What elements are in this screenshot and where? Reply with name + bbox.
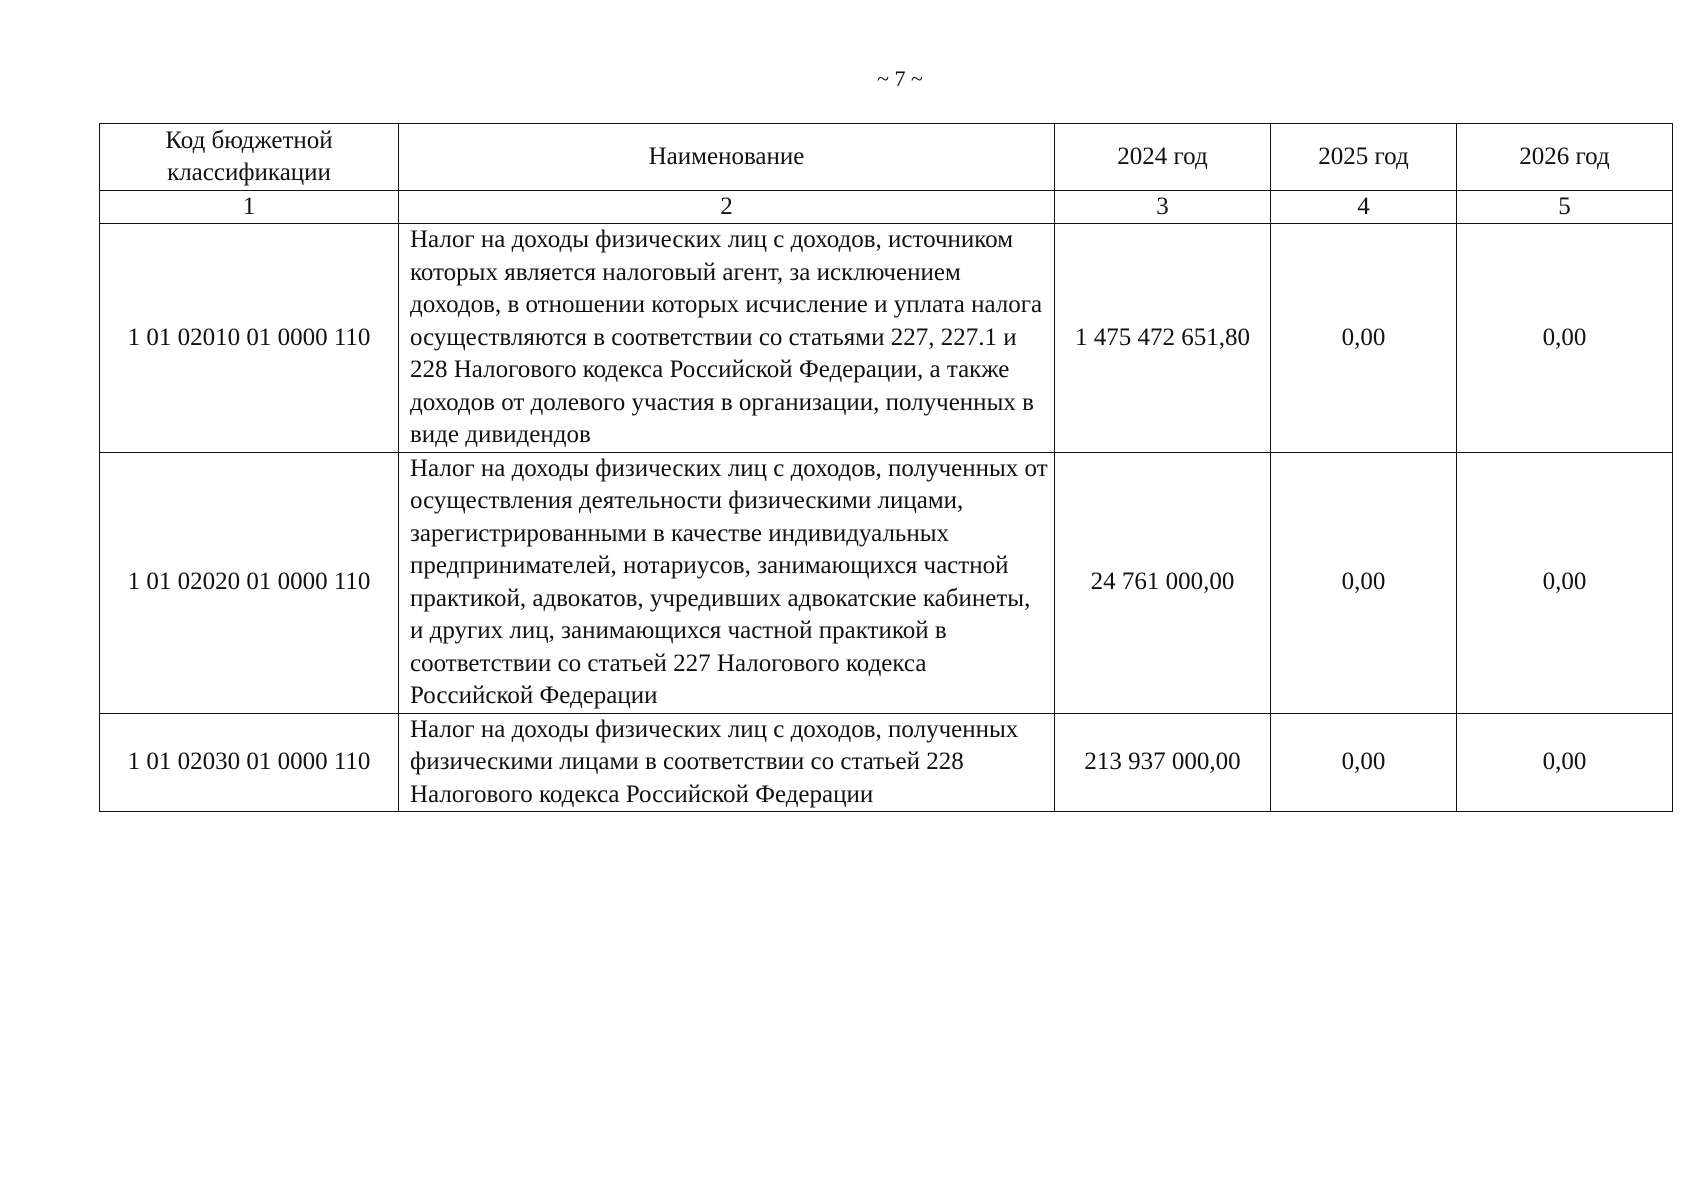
amount-2025-cell: 0,00 [1271,452,1457,713]
amount-2024-cell: 1 475 472 651,80 [1055,224,1271,453]
column-number-row [100,191,1673,224]
amount-2024-cell: 213 937 000,00 [1055,713,1271,812]
column-number: 4 [1271,191,1457,224]
header-name: Наименование [399,124,1055,191]
amount-2026-cell: 0,00 [1457,713,1673,812]
header-year-2026: 2026 год [1457,124,1673,191]
table-header-row [100,124,1673,191]
column-number: 2 [399,191,1055,224]
budget-code-cell: 1 01 02020 01 0000 110 [100,452,399,713]
header-year-2024: 2024 год [1055,124,1271,191]
column-number: 3 [1055,191,1271,224]
table-row [100,224,1673,453]
budget-revenue-table [99,123,1673,812]
table-row [100,452,1673,713]
amount-2024-cell: 24 761 000,00 [1055,452,1271,713]
header-year-2025: 2025 год [1271,124,1457,191]
header-code: Код бюджетной классификации [100,124,399,191]
amount-2026-cell: 0,00 [1457,452,1673,713]
amount-2025-cell: 0,00 [1271,713,1457,812]
budget-code-cell: 1 01 02030 01 0000 110 [100,713,399,812]
name-cell: Налог на доходы физических лиц с доходов, источником которых является налоговый агент, за исключением доходов, в отношении которых исчисление и уплата налога осуществляются в соответствии со статьями 227, 227.1 и 228 Налогового кодекса Российской Федерации, а также доходов от долевого участия в организации, полученных в виде дивидендов [399,224,1055,453]
name-cell: Налог на доходы физических лиц с доходов, полученных физическими лицами в соответствии со статьей 228 Налогового кодекса Российской Федерации [399,713,1055,812]
budget-code-cell: 1 01 02010 01 0000 110 [100,224,399,453]
column-number: 1 [100,191,399,224]
column-number: 5 [1457,191,1673,224]
name-cell: Налог на доходы физических лиц с доходов, полученных от осуществления деятельности физическими лицами, зарегистрированными в качестве индивидуальных предпринимателей, нотариусов, занимающихся частной практикой, адвокатов, учредивших адвокатские кабинеты, и других лиц, занимающихся частной практикой в соответствии со статьей 227 Налогового кодекса Российской Федерации [399,452,1055,713]
table-row [100,713,1673,812]
amount-2026-cell: 0,00 [1457,224,1673,453]
page-number: ~ 7 ~ [877,66,923,91]
amount-2025-cell: 0,00 [1271,224,1457,453]
